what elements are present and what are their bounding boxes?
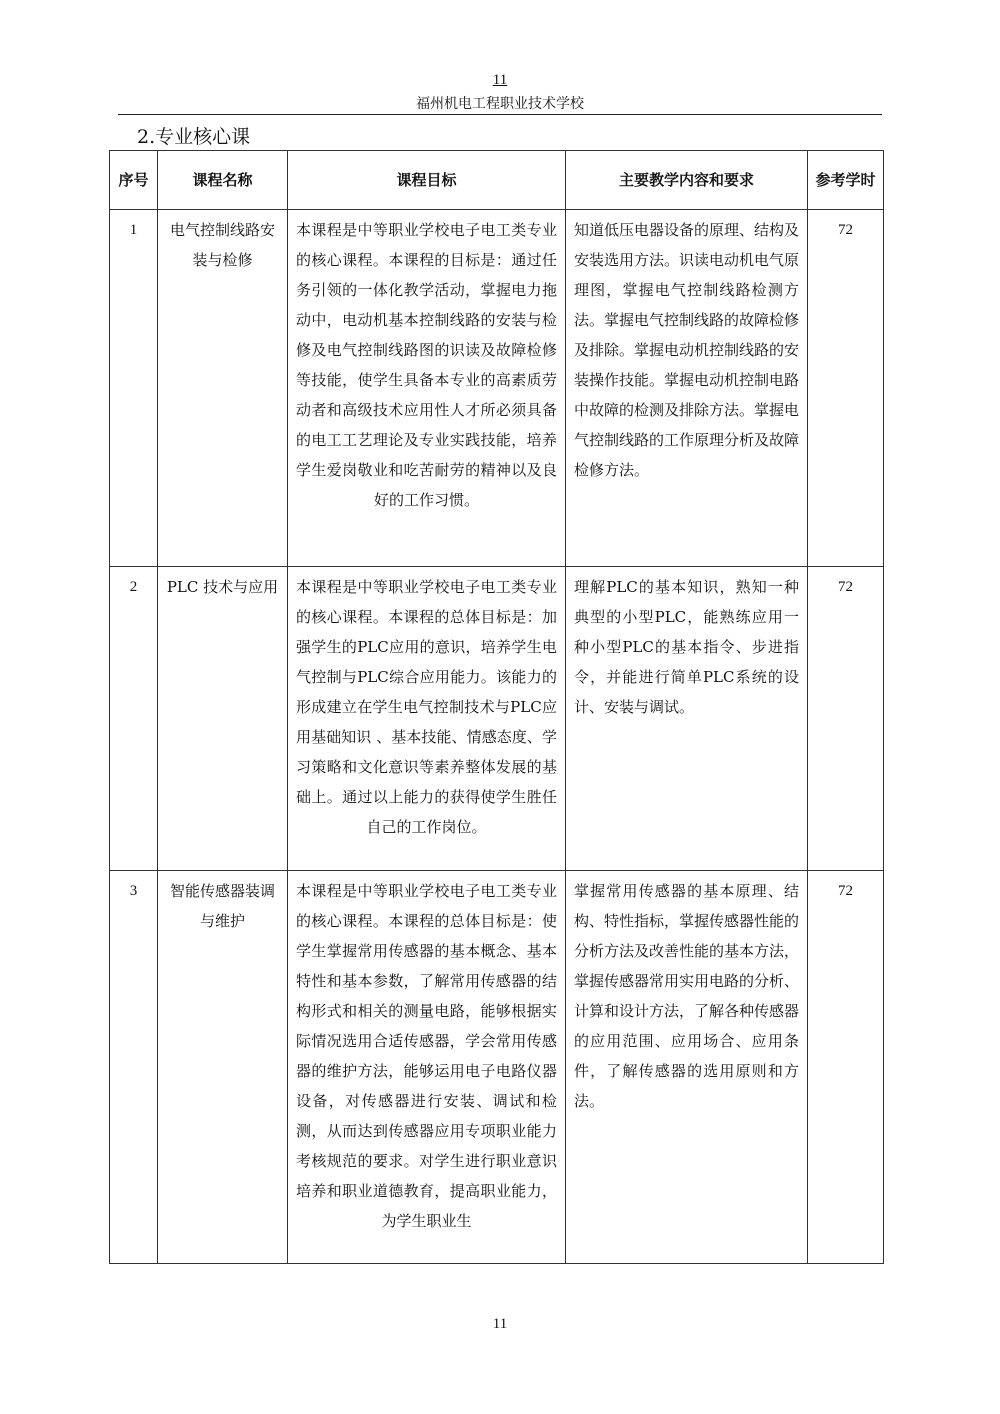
row-hours: 72 [808, 210, 884, 567]
header-course-name: 课程名称 [158, 151, 288, 210]
footer-page-number: 11 [492, 1316, 508, 1332]
table-header-row [110, 151, 884, 210]
table-row [110, 567, 884, 871]
row-course-content: 知道低压电器设备的原理、结构及安装选用方法。识读电动机电气原理图，掌握电气控制线路检测方法。掌握电气控制线路的故障检修及排除。掌握电动机控制线路的安装操作技能。掌握电动机控制电路中故障的检测及排除方法。掌握电气控制线路的工作原理分析及故障检修方法。 [566, 210, 808, 567]
header-page-number: 11 [492, 72, 508, 88]
row-course-name: 智能传感器装调与维护 [158, 871, 288, 1264]
header-course-goal: 课程目标 [288, 151, 566, 210]
row-hours: 72 [808, 871, 884, 1264]
row-no: 2 [110, 567, 158, 871]
table-row [110, 210, 884, 567]
core-courses-table [109, 150, 884, 1264]
row-no: 3 [110, 871, 158, 1264]
row-course-goal: 本课程是中等职业学校电子电工类专业的核心课程。本课程的总体目标是：使学生掌握常用传感器的基本概念、基本特性和基本参数，了解常用传感器的结构形式和相关的测量电路，能够根据实际情况选用合适传感器，学会常用传感器的维护方法，能够运用电子电路仪器设备，对传感器进行安装、调试和检测，从而达到传感器应用专项职业能力考核规范的要求。对学生进行职业意识培养和职业道德教育，提高职业能力，为学生职业生 [288, 871, 566, 1264]
table-row [110, 871, 884, 1264]
header-no: 序号 [110, 151, 158, 210]
header-course-content: 主要教学内容和要求 [566, 151, 808, 210]
header-school-name: 福州机电工程职业技术学校 [416, 96, 584, 112]
header-divider [118, 114, 882, 115]
row-course-name: PLC 技术与应用 [158, 567, 288, 871]
row-no: 1 [110, 210, 158, 567]
row-course-content: 理解PLC的基本知识，熟知一种典型的小型PLC，能熟练应用一种小型PLC的基本指令、步进指令，并能进行简单PLC系统的设计、安装与调试。 [566, 567, 808, 871]
row-course-goal: 本课程是中等职业学校电子电工类专业的核心课程。本课程的总体目标是：加强学生的PLC应用的意识，培养学生电气控制与PLC综合应用能力。该能力的形成建立在学生电气控制技术与PLC应用基础知识 、基本技能、情感态度、学习策略和文化意识等素养整体发展的基础上。通过以上能力的获得使学生胜任自己的工作岗位。 [288, 567, 566, 871]
row-course-content: 掌握常用传感器的基本原理、结构、特性指标，掌握传感器性能的分析方法及改善性能的基本方法，掌握传感器常用实用电路的分析、计算和设计方法，了解各种传感器的应用范围、应用场合、应用条件，了解传感器的选用原则和方法。 [566, 871, 808, 1264]
row-course-name: 电气控制线路安装与检修 [158, 210, 288, 567]
row-hours: 72 [808, 567, 884, 871]
section-title: 2.专业核心课 [137, 126, 251, 148]
header-hours: 参考学时 [808, 151, 884, 210]
row-course-goal: 本课程是中等职业学校电子电工类专业的核心课程。本课程的目标是：通过任务引领的一体化教学活动，掌握电力拖动中，电动机基本控制线路的安装与检修及电气控制线路图的识读及故障检修等技能，使学生具备本专业的高素质劳动者和高级技术应用性人才所必须具备的电工工艺理论及专业实践技能，培养学生爱岗敬业和吃苦耐劳的精神以及良好的工作习惯。 [288, 210, 566, 567]
